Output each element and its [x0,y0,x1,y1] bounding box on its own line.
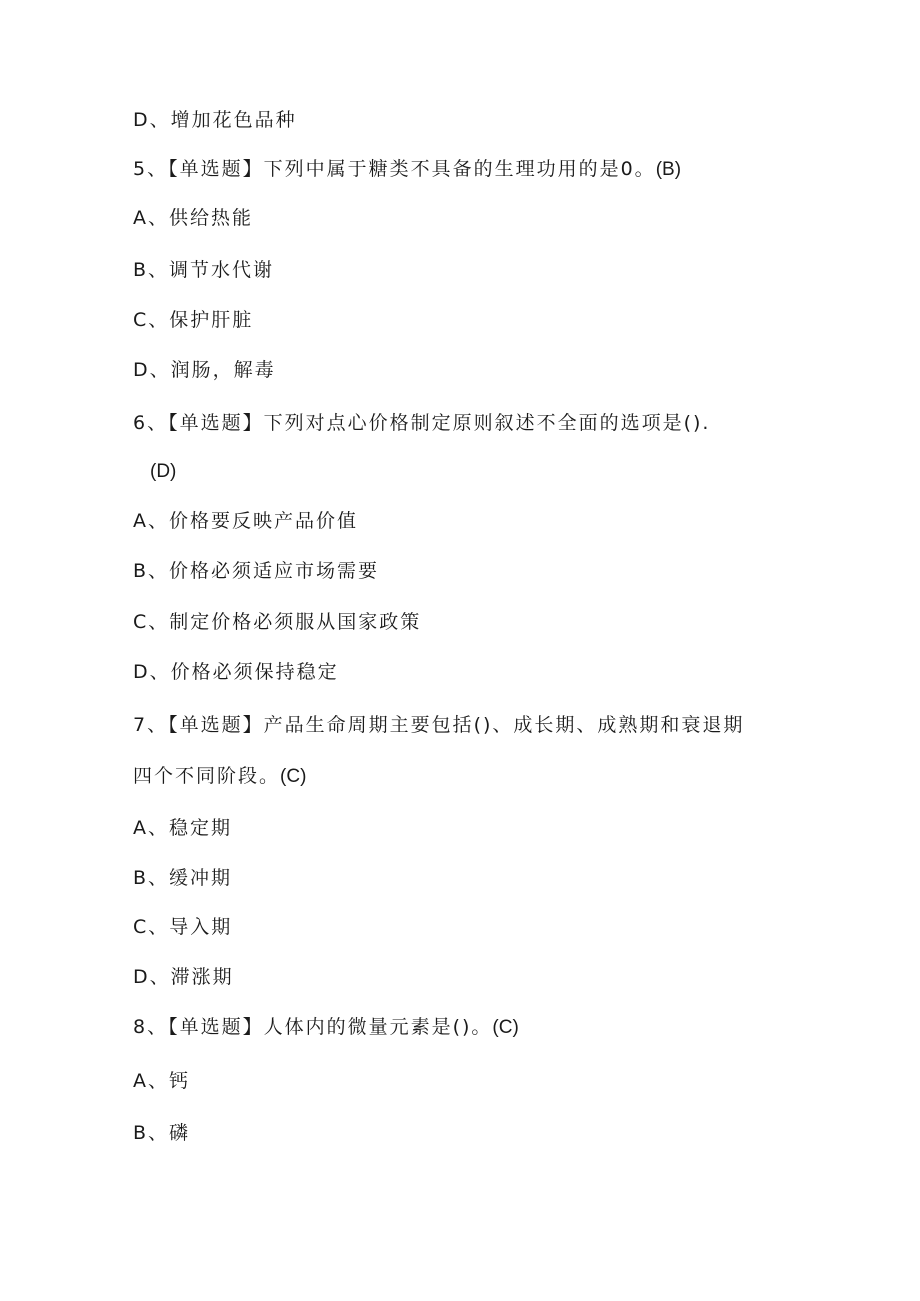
question-5-option-b: B、调节水代谢 [133,259,275,281]
question-5-stem [133,156,681,183]
question-7-stem-cont [133,763,306,790]
question-8-stem-text: 8、【单选题】人体内的微量元素是()。 [133,1016,493,1038]
question-5-option-c: C、保护肝脏 [133,309,254,331]
question-7-stem: 7、【单选题】产品生命周期主要包括()、成长期、成熟期和衰退期 [133,714,745,736]
question-7-answer: (C) [280,766,307,787]
question-5-stem-text: 5、【单选题】下列中属于糖类不具备的生理功用的是0。 [133,158,656,180]
question-6-stem: 6、【单选题】下列对点心价格制定原则叙述不全面的选项是(). [133,412,711,434]
question-7-stem-cont-text: 四个不同阶段。 [133,765,281,787]
question-7-option-b: B、缓冲期 [133,867,233,889]
question-8-stem [133,1014,519,1041]
option-d-prev: D、增加花色品种 [133,109,297,131]
question-6-option-c: C、制定价格必须服从国家政策 [133,611,422,633]
question-8-option-a: A、钙 [133,1070,190,1092]
question-6-option-a: A、价格要反映产品价值 [133,510,358,532]
question-8-option-b: B、磷 [133,1122,191,1144]
question-7-option-a: A、稳定期 [133,817,232,839]
question-8-answer: (C) [492,1017,519,1038]
question-6-option-d: D、价格必须保持稳定 [133,661,339,683]
question-5-answer: (B) [655,159,682,180]
question-5-option-a: A、供给热能 [133,207,253,229]
question-7-option-c: C、导入期 [133,916,233,938]
question-7-option-d: D、滞涨期 [133,966,234,988]
question-6-answer: (D) [150,461,177,482]
question-5-option-d: D、润肠，解毒 [133,359,276,381]
question-6-option-b: B、价格必须适应市场需要 [133,560,380,582]
